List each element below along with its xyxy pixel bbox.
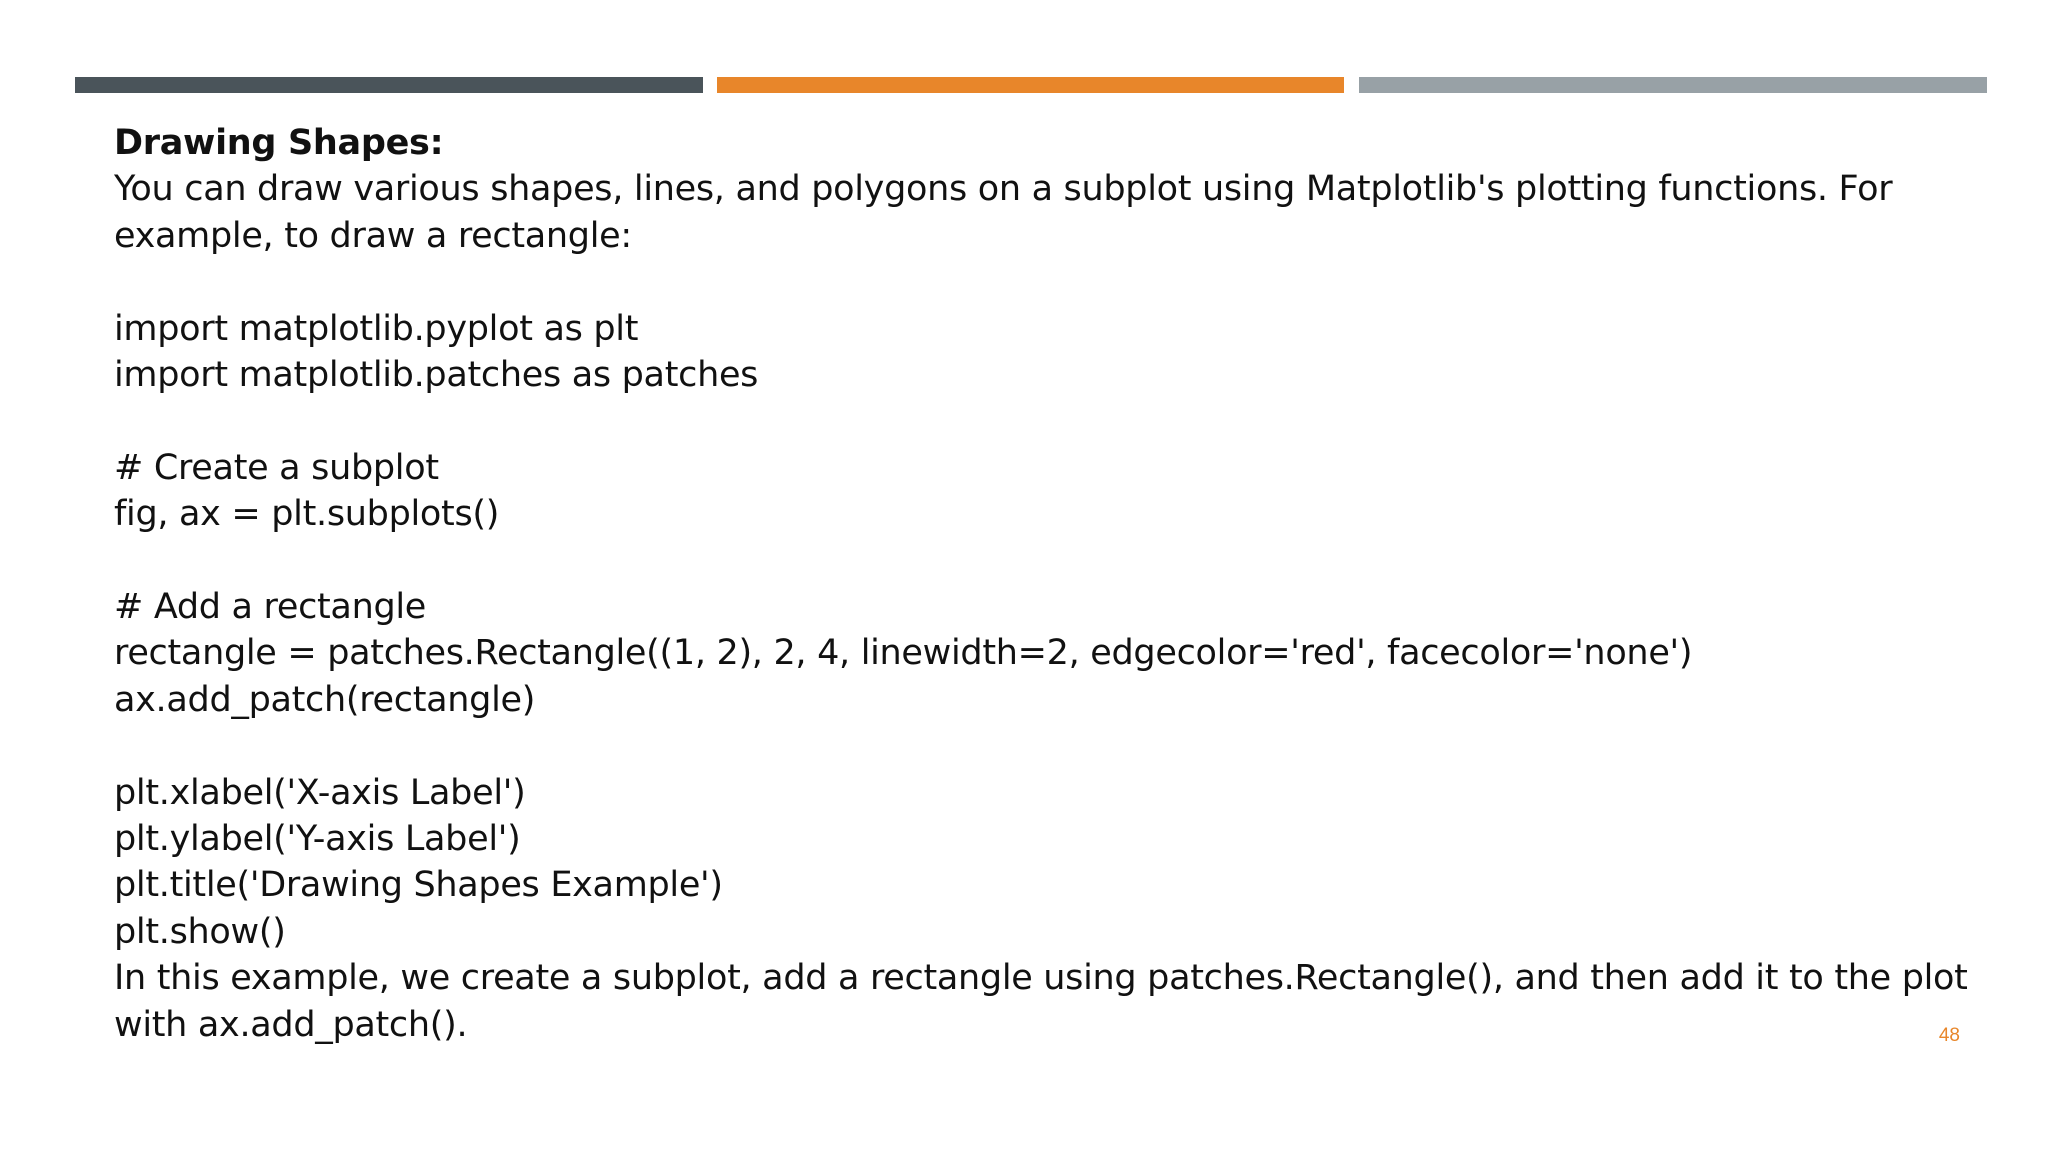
blank-line bbox=[114, 538, 1934, 584]
intro-text-line: example, to draw a rectangle: bbox=[114, 215, 632, 256]
code-line-comment-rectangle: # Add a rectangle bbox=[114, 587, 427, 628]
outro-text-line: In this example, we create a subplot, add a rectangle using patches.Rectangle(), and then add it to the plot bbox=[114, 958, 1968, 999]
page-number: 48 bbox=[1938, 1025, 1960, 1046]
accent-bar-gray bbox=[1359, 77, 1987, 93]
code-line-show: plt.show() bbox=[114, 911, 286, 952]
outro-text-line: with ax.add_patch(). bbox=[114, 1004, 468, 1045]
code-line-add-patch: ax.add_patch(rectangle) bbox=[114, 679, 536, 720]
code-line-xlabel: plt.xlabel('X-axis Label') bbox=[114, 772, 526, 813]
code-line-subplots: fig, ax = plt.subplots() bbox=[114, 494, 500, 535]
section-heading: Drawing Shapes: bbox=[114, 123, 444, 163]
code-line-ylabel: plt.ylabel('Y-axis Label') bbox=[114, 819, 521, 860]
accent-bar-orange bbox=[717, 77, 1344, 93]
blank-line bbox=[114, 259, 1934, 305]
blank-line bbox=[114, 398, 1934, 444]
code-line-comment-subplot: # Create a subplot bbox=[114, 447, 439, 488]
blank-line bbox=[114, 723, 1934, 769]
code-line-title: plt.title('Drawing Shapes Example') bbox=[114, 865, 723, 906]
code-line-import-pyplot: import matplotlib.pyplot as plt bbox=[114, 308, 639, 349]
code-line-import-patches: import matplotlib.patches as patches bbox=[114, 355, 759, 396]
intro-text-line: You can draw various shapes, lines, and polygons on a subplot using Matplotlib's plotting functions. For bbox=[114, 169, 1893, 210]
code-line-rectangle-def: rectangle = patches.Rectangle((1, 2), 2, 4, linewidth=2, edgecolor='red', facecolor='none') bbox=[114, 633, 1693, 674]
accent-bar-dark bbox=[75, 77, 703, 93]
